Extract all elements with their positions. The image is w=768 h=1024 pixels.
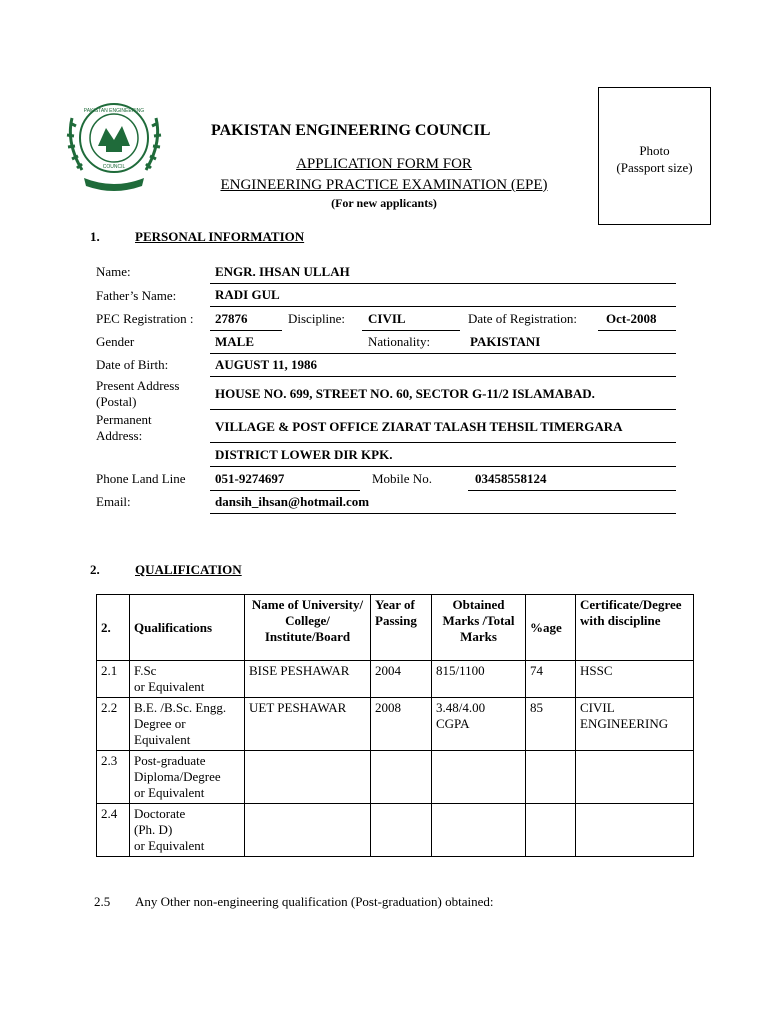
table-header-row xyxy=(97,595,694,661)
pec-value: 27876 xyxy=(215,311,248,326)
present-label-2: (Postal) xyxy=(96,394,137,409)
pec-label: PEC Registration : xyxy=(96,311,194,326)
cell-institute xyxy=(245,751,371,804)
email-value: dansih_ihsan@hotmail.com xyxy=(215,494,370,509)
section-1-title: PERSONAL INFORMATION xyxy=(135,229,305,244)
email-line xyxy=(210,513,676,514)
table-row xyxy=(97,751,694,804)
org-title: PAKISTAN ENGINEERING COUNCIL xyxy=(211,122,491,139)
section-1-number: 1. xyxy=(90,229,100,244)
discipline-value: CIVIL xyxy=(368,311,406,326)
cell-qualification: F.Sc or Equivalent xyxy=(130,661,245,698)
cell-no: 2.4 xyxy=(97,804,130,857)
other-qualification-text: Any Other non-engineering qualification (Post-graduation) obtained: xyxy=(135,894,494,909)
cell-no: 2.1 xyxy=(97,661,130,698)
gender-line xyxy=(210,353,676,354)
nationality-label: Nationality: xyxy=(368,334,431,349)
email-label: Email: xyxy=(96,494,131,509)
name-line xyxy=(210,283,676,284)
cell-certificate: HSSC xyxy=(576,661,694,698)
header-no: 2. xyxy=(97,595,130,661)
section-2-number: 2. xyxy=(90,562,100,577)
header-certificate: Certificate/Degree with discipline xyxy=(576,595,694,661)
phone-label: Phone Land Line xyxy=(96,471,186,486)
cell-certificate xyxy=(576,804,694,857)
cell-no: 2.2 xyxy=(97,698,130,751)
perm-line-1 xyxy=(210,442,676,443)
cell-marks: 815/1100 xyxy=(432,661,526,698)
logo-text-top: PAKISTAN ENGINEERING xyxy=(83,108,145,114)
cell-no: 2.3 xyxy=(97,751,130,804)
photo-label: Photo xyxy=(639,143,670,158)
present-label-1: Present Address xyxy=(96,378,180,393)
name-label: Name: xyxy=(96,264,131,279)
present-line xyxy=(210,409,676,410)
cell-institute xyxy=(245,804,371,857)
gender-label: Gender xyxy=(96,334,135,349)
mobile-value: 03458558124 xyxy=(475,471,547,486)
dob-label: Date of Birth: xyxy=(96,357,169,372)
discipline-label: Discipline: xyxy=(288,311,346,326)
nationality-value: PAKISTANI xyxy=(470,334,541,349)
pec-logo xyxy=(62,88,166,196)
section-2-title: QUALIFICATION xyxy=(135,562,242,577)
pec-line xyxy=(210,330,282,331)
reg-date-label: Date of Registration: xyxy=(468,311,578,326)
qualification-table xyxy=(96,594,694,857)
phone-line xyxy=(210,490,360,491)
perm-address-value-2: DISTRICT LOWER DIR KPK. xyxy=(215,447,393,462)
cell-year xyxy=(371,804,432,857)
form-subtitle: (For new applicants) xyxy=(331,196,437,210)
cell-qualification: Post-graduate Diploma/Degree or Equivalent xyxy=(130,751,245,804)
cell-institute: UET PESHAWAR xyxy=(245,698,371,751)
photo-size-label: (Passport size) xyxy=(616,160,693,175)
mobile-label: Mobile No. xyxy=(372,471,432,486)
perm-label-1: Permanent xyxy=(96,412,152,427)
cell-qualification: B.E. /B.Sc. Engg. Degree or Equivalent xyxy=(130,698,245,751)
cell-certificate xyxy=(576,751,694,804)
table-row xyxy=(97,804,694,857)
father-value: RADI GUL xyxy=(215,287,280,302)
present-address-value: HOUSE NO. 699, STREET NO. 60, SECTOR G-11/2 ISLAMABAD. xyxy=(215,386,595,401)
cell-marks: 3.48/4.00 CGPA xyxy=(432,698,526,751)
dob-line xyxy=(210,376,676,377)
table-row xyxy=(97,698,694,751)
cell-qualification: Doctorate (Ph. D) or Equivalent xyxy=(130,804,245,857)
mobile-line xyxy=(468,490,676,491)
father-line xyxy=(210,306,676,307)
cell-percentage xyxy=(526,751,576,804)
cell-certificate: CIVIL ENGINEERING xyxy=(576,698,694,751)
cell-year: 2004 xyxy=(371,661,432,698)
other-qualification-number: 2.5 xyxy=(94,894,111,909)
header-institute: Name of University/ College/ Institute/Board xyxy=(245,595,371,661)
form-title-2: ENGINEERING PRACTICE EXAMINATION (EPE) xyxy=(220,177,548,193)
perm-line-2 xyxy=(210,466,676,467)
cell-year: 2008 xyxy=(371,698,432,751)
perm-address-value-1: VILLAGE & POST OFFICE ZIARAT TALASH TEHSIL TIMERGARA xyxy=(215,419,623,434)
reg-date-value: Oct-2008 xyxy=(606,311,657,326)
cell-marks xyxy=(432,751,526,804)
header-year: Year of Passing xyxy=(371,595,432,661)
header-percentage: %age xyxy=(526,595,576,661)
cell-marks xyxy=(432,804,526,857)
cell-institute: BISE PESHAWAR xyxy=(245,661,371,698)
header-marks: Obtained Marks /Total Marks xyxy=(432,595,526,661)
reg-date-line xyxy=(598,330,676,331)
cell-percentage xyxy=(526,804,576,857)
name-value: ENGR. IHSAN ULLAH xyxy=(215,264,350,279)
logo-text-bottom: COUNCIL xyxy=(102,164,126,170)
father-label: Father’s Name: xyxy=(96,288,177,303)
cell-percentage: 74 xyxy=(526,661,576,698)
form-title-1: APPLICATION FORM FOR xyxy=(296,156,472,172)
cell-year xyxy=(371,751,432,804)
gender-value: MALE xyxy=(215,334,254,349)
table-row xyxy=(97,661,694,698)
dob-value: AUGUST 11, 1986 xyxy=(215,357,317,372)
perm-label-2: Address: xyxy=(96,428,143,443)
header-qualifications: Qualifications xyxy=(130,595,245,661)
phone-value: 051-9274697 xyxy=(215,471,285,486)
discipline-line xyxy=(362,330,460,331)
cell-percentage: 85 xyxy=(526,698,576,751)
photo-box xyxy=(598,87,711,225)
